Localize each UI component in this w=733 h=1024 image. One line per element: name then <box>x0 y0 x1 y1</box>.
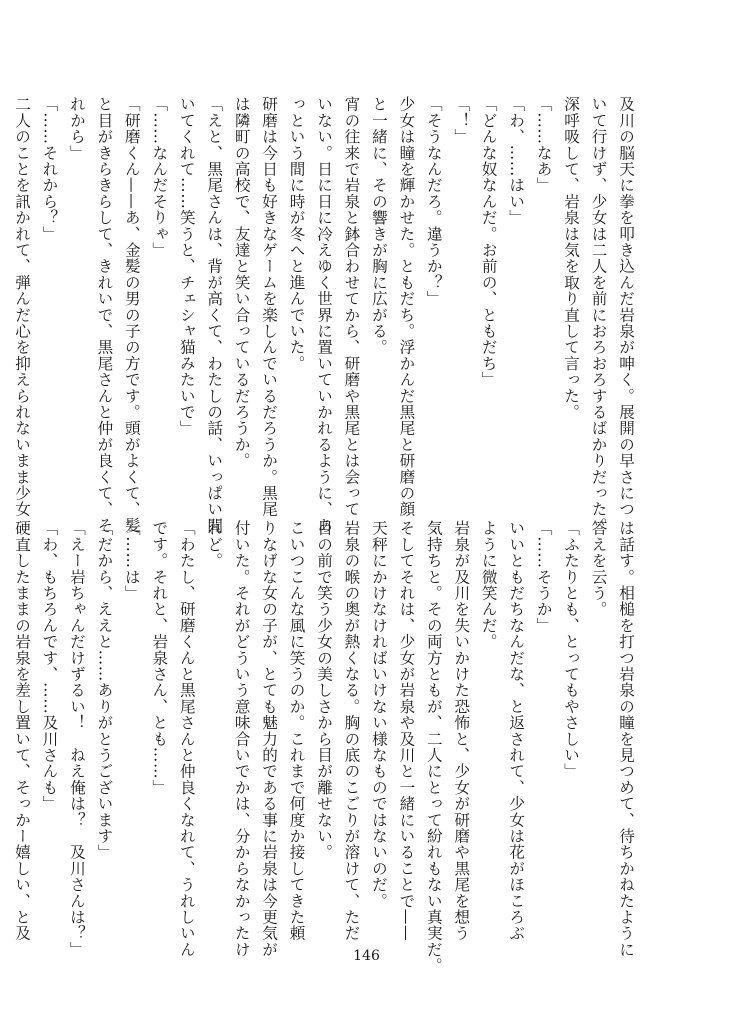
text-line: っという間に時が冬へと進んでいた。 <box>287 96 306 372</box>
text-line: 「えと、黒尾さんは、背が高くて、わたしの話、いっぱい聞 <box>205 96 224 534</box>
text-line: 「……それから？」 <box>40 96 59 242</box>
text-line: 「……そうか」 <box>534 520 553 634</box>
upper-text-block <box>13 96 639 534</box>
text-line: 「ふたりとも、とってもやさしい」 <box>562 520 581 780</box>
text-line: 硬直したままの岩泉を差し置いて、そっかー嬉しい、と及 <box>13 520 32 942</box>
text-line: 答えを云う。 <box>589 520 608 618</box>
text-line: 「えー岩ちゃんだけずるい！ ねえ俺は？ 及川さんは？」 <box>67 520 86 958</box>
text-line: 目の前で笑う少女の美しさから目が離せない。 <box>315 520 334 861</box>
text-line: 気持ちと。その両方ともが、二人にとって紛れもない真実だ。 <box>424 520 443 974</box>
text-line: れど。 <box>205 520 224 569</box>
text-line: 天秤にかけなければいけない様なものではないのだ。 <box>369 520 388 909</box>
text-line: は隣町の高校で、友達と笑い合っているだろうか。 <box>232 96 251 469</box>
text-line: 及川の脳天に拳を叩き込んだ岩泉が呻く。展開の早さにつ <box>617 96 635 518</box>
text-line: ように微笑んだ。 <box>479 520 498 650</box>
text-line: れから」 <box>67 96 86 161</box>
text-line: と目がきらきらして、きれいで、黒尾さんと仲が良くて、そ <box>95 96 114 534</box>
text-line: 宵の往来で岩泉と鉢合わせてから、研磨や黒尾とは会って <box>342 96 361 518</box>
text-line: 「だから、ええと……ありがとうございます」 <box>95 520 114 861</box>
text-line: 「わ、もちろんです、……及川さんも」 <box>40 520 59 812</box>
text-line: 岩泉が及川を失いかけた恐怖と、少女が研磨や黒尾を想う <box>452 520 471 942</box>
text-line: いてくれて……笑うと、チェシャ猫みたいで」 <box>177 96 196 437</box>
text-line: 「そうなんだろ。違うか？」 <box>424 96 443 307</box>
text-line: は話す。相槌を打つ岩泉の瞳を見つめて、待ちかねたように <box>617 520 635 958</box>
text-line: いいともだちなんだな、と返されて、少女は花がほころぶ <box>507 520 526 942</box>
text-line: 「！」 <box>452 96 471 145</box>
text-line: りなげな女の子が、とても魅力的である事に岩泉は今更気が <box>260 520 279 958</box>
text-line: 二人のことを訊かれて、弾んだ心を抑えられないまま少女 <box>13 96 32 518</box>
text-line: 「……は」 <box>122 520 141 601</box>
text-line: 「……なあ」 <box>534 96 553 194</box>
text-line: 「……なんだそりゃ」 <box>150 96 169 258</box>
text-line: いて行けず、少女は二人を前におろおろするばかりだった。 <box>589 96 608 534</box>
text-line: 「わ、……はい」 <box>507 96 526 226</box>
page-number: 146 <box>353 948 380 964</box>
text-line: 「わたし、研磨くんと黒尾さんと仲良くなれて、うれしいん <box>177 520 196 958</box>
text-line: 深呼吸して、岩泉は気を取り直して言った。 <box>562 96 581 420</box>
text-line: です。それと、岩泉さん、とも……」 <box>150 520 169 796</box>
text-line: 少女は瞳を輝かせた。ともだち。浮かんだ黒尾と研磨の顔 <box>397 96 416 518</box>
text-line: と一緒に、その響きが胸に広がる。 <box>369 96 388 356</box>
text-line: 付いた。それがどういう意味合いでかは、分からなかったけ <box>232 520 251 958</box>
text-line: 岩泉の喉の奥が熱くなる。胸の底のこごりが溶けて、ただ <box>342 520 361 942</box>
text-line: 「研磨くん——あ、金髪の男の子の方です。頭がよくて、髪 <box>122 96 141 534</box>
text-line: 「どんな奴なんだ。お前の、ともだち」 <box>479 96 498 388</box>
text-line: そしてそれは、少女が岩泉や及川と一緒にいることで—— <box>397 520 416 942</box>
text-line: こいつこんな風に笑うのか。これまで何度か接してきた頼 <box>287 520 306 942</box>
text-line: いない。日に日に冷えゆく世界に置いていかれるように、あ <box>315 96 334 534</box>
text-line: 研磨は今日も好きなゲームを楽しんでいるだろうか。黒尾 <box>260 96 279 518</box>
